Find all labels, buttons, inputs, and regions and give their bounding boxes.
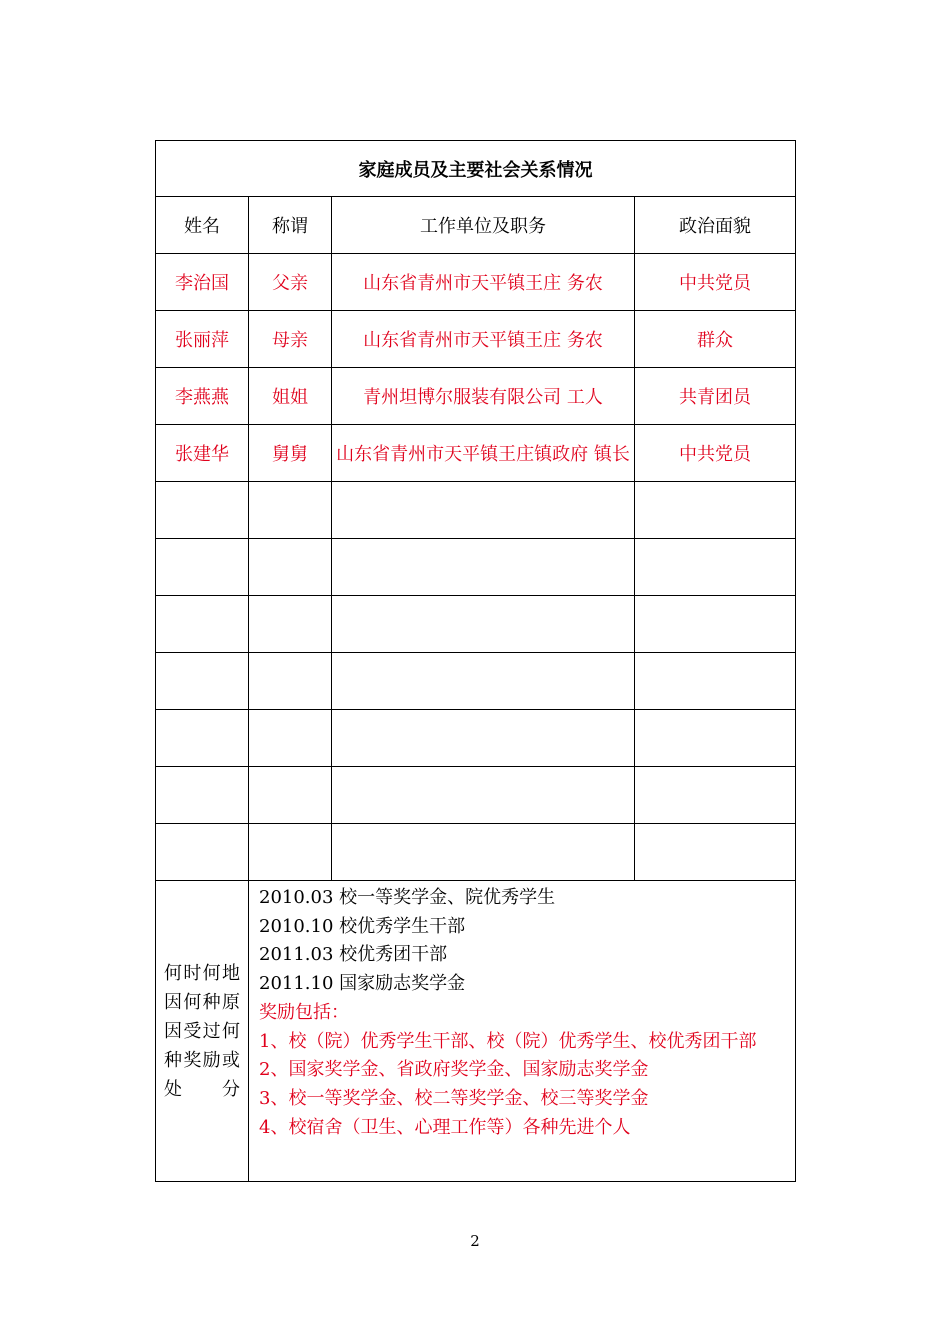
header-name: 姓名 — [156, 197, 249, 254]
member-political[interactable]: 共青团员 — [635, 368, 796, 425]
table-title: 家庭成员及主要社会关系情况 — [156, 141, 796, 197]
member-work[interactable]: 青州坦博尔服装有限公司 工人 — [332, 368, 635, 425]
member-political[interactable]: 中共党员 — [635, 425, 796, 482]
table-row — [156, 425, 796, 482]
member-relation[interactable]: 舅舅 — [249, 425, 332, 482]
header-political: 政治面貌 — [635, 197, 796, 254]
member-work[interactable]: 山东省青州市天平镇王庄镇政府 镇长 — [332, 425, 635, 482]
empty-cell[interactable] — [332, 710, 635, 767]
empty-cell[interactable] — [332, 653, 635, 710]
table-row — [156, 254, 796, 311]
empty-cell[interactable] — [635, 824, 796, 881]
award-item: 2010.03 校一等奖学金、院优秀学生 — [259, 887, 556, 908]
empty-cell[interactable] — [156, 824, 249, 881]
empty-row — [156, 710, 796, 767]
family-relations-table — [155, 140, 796, 1182]
empty-cell[interactable] — [249, 482, 332, 539]
member-relation[interactable]: 姐姐 — [249, 368, 332, 425]
award-item: 2011.10 国家励志奖学金 — [259, 973, 466, 995]
empty-row — [156, 482, 796, 539]
page-number: 2 — [470, 1232, 480, 1250]
empty-cell[interactable] — [332, 824, 635, 881]
empty-row — [156, 824, 796, 881]
empty-cell[interactable] — [249, 653, 332, 710]
empty-cell[interactable] — [635, 596, 796, 653]
member-work[interactable]: 山东省青州市天平镇王庄 务农 — [332, 311, 635, 368]
awards-content[interactable] — [249, 881, 796, 1182]
member-political[interactable]: 中共党员 — [635, 254, 796, 311]
member-name[interactable]: 张丽萍 — [156, 311, 249, 368]
empty-row — [156, 767, 796, 824]
award-item: 2010.10 校优秀学生干部 — [259, 915, 466, 937]
empty-cell[interactable] — [249, 767, 332, 824]
awards-note-item: 3、校一等奖学金、校二等奖学金、校三等奖学金 — [259, 1087, 649, 1109]
empty-cell[interactable] — [156, 596, 249, 653]
empty-cell[interactable] — [635, 539, 796, 596]
awards-note-item: 4、校宿舍（卫生、心理工作等）各种先进个人 — [259, 1116, 631, 1138]
awards-note-title: 奖励包括： — [259, 1001, 349, 1023]
empty-cell[interactable] — [249, 710, 332, 767]
empty-cell[interactable] — [635, 653, 796, 710]
empty-cell[interactable] — [249, 596, 332, 653]
empty-row — [156, 653, 796, 710]
table-row — [156, 368, 796, 425]
header-work: 工作单位及职务 — [332, 197, 635, 254]
member-relation[interactable]: 父亲 — [249, 254, 332, 311]
empty-cell[interactable] — [635, 482, 796, 539]
empty-row — [156, 596, 796, 653]
table-row — [156, 311, 796, 368]
member-name[interactable]: 张建华 — [156, 425, 249, 482]
awards-label-cell — [156, 881, 249, 1182]
empty-cell[interactable] — [249, 824, 332, 881]
empty-cell[interactable] — [332, 596, 635, 653]
awards-label: 何时何地因何种原因受过何种奖励或处分 — [164, 962, 240, 1100]
awards-row — [156, 881, 796, 1182]
empty-cell[interactable] — [635, 710, 796, 767]
member-name[interactable]: 李治国 — [156, 254, 249, 311]
empty-cell[interactable] — [156, 653, 249, 710]
empty-cell[interactable] — [332, 482, 635, 539]
empty-cell[interactable] — [332, 539, 635, 596]
empty-cell[interactable] — [332, 767, 635, 824]
member-relation[interactable]: 母亲 — [249, 311, 332, 368]
header-relation: 称谓 — [249, 197, 332, 254]
empty-cell[interactable] — [249, 539, 332, 596]
member-name[interactable]: 李燕燕 — [156, 368, 249, 425]
award-item: 2011.03 校优秀团干部 — [259, 944, 448, 966]
member-political[interactable]: 群众 — [635, 311, 796, 368]
empty-cell[interactable] — [635, 767, 796, 824]
empty-cell[interactable] — [156, 710, 249, 767]
header-row — [156, 197, 796, 254]
empty-cell[interactable] — [156, 539, 249, 596]
awards-note-item: 2、国家奖学金、省政府奖学金、国家励志奖学金 — [259, 1059, 649, 1081]
empty-cell[interactable] — [156, 767, 249, 824]
empty-row — [156, 539, 796, 596]
empty-cell[interactable] — [156, 482, 249, 539]
awards-note-item: 1、校（院）优秀学生干部、校（院）优秀学生、校优秀团干部 — [259, 1030, 757, 1052]
member-work[interactable]: 山东省青州市天平镇王庄 务农 — [332, 254, 635, 311]
